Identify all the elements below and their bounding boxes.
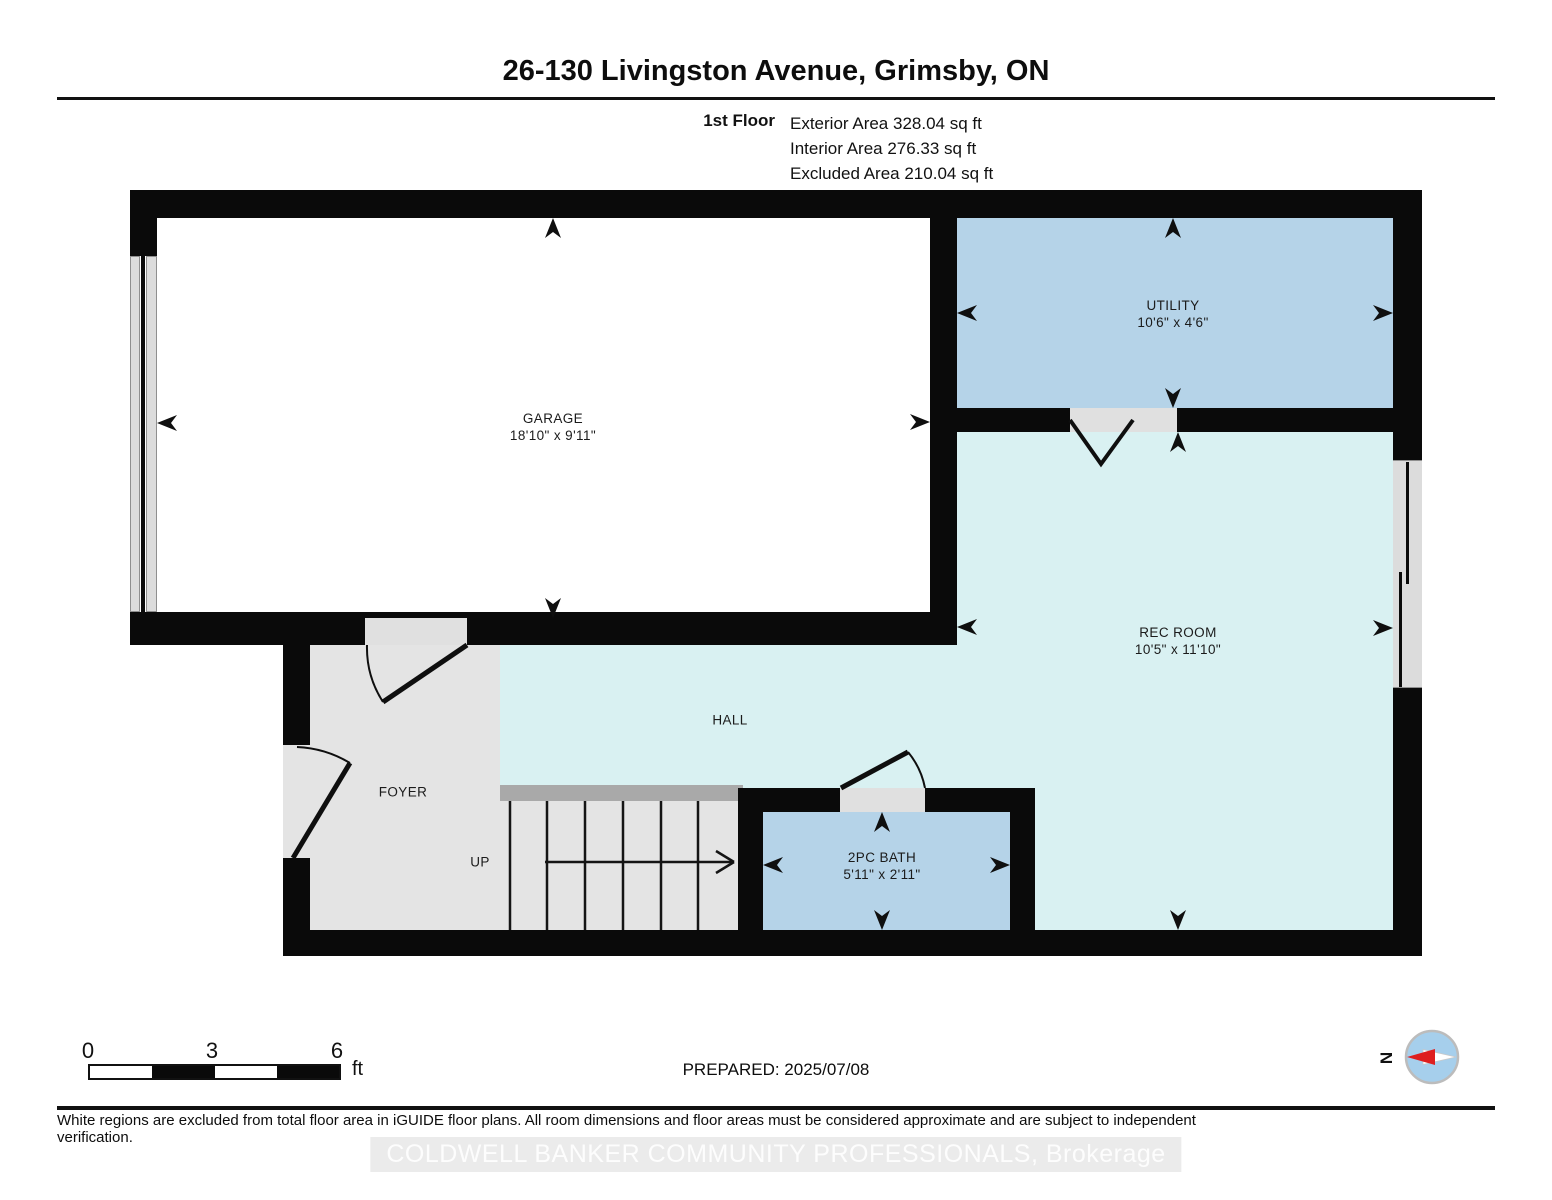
excluded-area: Excluded Area 210.04 sq ft [790,164,994,183]
stairs-treads [510,801,698,930]
bath-door-swing [841,752,925,788]
compass-icon [1400,1026,1464,1090]
dim-arrow [990,857,1010,873]
dim-arrow [1165,218,1181,238]
dim-arrow [1373,620,1393,636]
scale-unit: ft [352,1058,364,1080]
brokerage-watermark: COLDWELL BANKER COMMUNITY PROFESSIONALS, Brokerage [370,1137,1181,1172]
floor-plan [130,190,1422,956]
floor-label: 1st Floor [703,111,775,130]
scale-tick-0: 0 [81,1038,95,1063]
dim-arrow [1170,910,1186,930]
bath-label: 2PC BATH 5'11" x 2'11" [843,850,921,882]
dim-arrow [957,619,977,635]
dim-arrow [1373,305,1393,321]
stairs-up-label: UP [470,854,490,870]
garage-label: GARAGE 18'10" x 9'11" [509,411,597,443]
front-door-swing [293,747,350,858]
hall-label: HALL [712,712,748,728]
footer-rule [57,1106,1495,1110]
dim-arrow [763,857,783,873]
dim-arrow [874,910,890,930]
disclaimer-text: White regions are excluded from total floor area in iGUIDE floor plans. All room dimensions and floor areas must be considered approximate and are subject to independent verification. [57,1112,1196,1146]
rec-room-label: REC ROOM 10'5" x 11'10" [1134,625,1222,657]
dim-arrow [545,218,561,238]
header-rule [57,97,1495,100]
sliding-window-panels [1401,462,1408,687]
scale-tick-3: 3 [205,1038,219,1063]
dim-arrow [910,414,930,430]
compass-north-label: N [1377,1051,1397,1065]
page-title: 26-130 Livingston Avenue, Grimsby, ON [502,55,1050,87]
interior-area: Interior Area 276.33 sq ft [790,139,977,158]
stairs-up-arrow [545,851,734,873]
plan-linework [130,190,1422,956]
dim-arrow [157,415,177,431]
exterior-area: Exterior Area 328.04 sq ft [790,114,982,133]
dim-arrow [1170,432,1186,452]
dim-arrow [874,812,890,832]
prepared-date: PREPARED: 2025/07/08 [682,1060,870,1079]
dim-arrow [957,305,977,321]
foyer-label: FOYER [378,784,428,800]
dim-arrow [545,598,561,618]
area-stats [790,111,993,186]
utility-label: UTILITY 10'6" x 4'6" [1137,298,1209,330]
garage-foyer-door-swing [367,645,467,702]
dim-arrow [1165,388,1181,408]
scale-tick-6: 6 [330,1038,344,1063]
utility-bifold-door [1070,420,1133,464]
